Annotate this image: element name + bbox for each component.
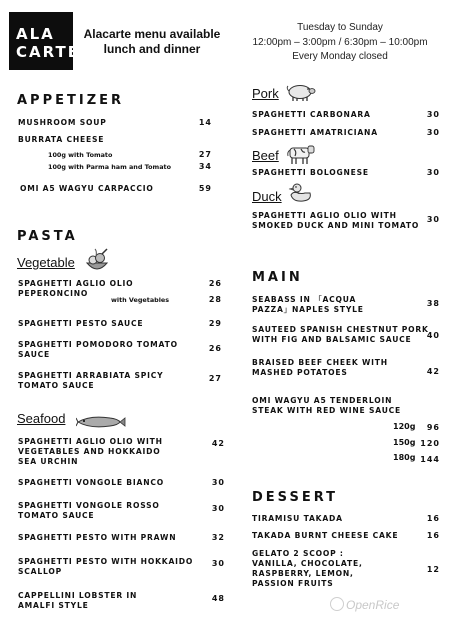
menu-item-variant: with Vegetables	[111, 296, 170, 304]
menu-item-price: 48	[211, 594, 225, 603]
pork-subtitle: Pork	[252, 86, 279, 101]
menu-item-name: SAUTEED SPANISH CHESTNUT PORK WITH FIG AND BALSAMIC SAUCE	[252, 325, 429, 344]
weight-price: 120	[420, 439, 440, 448]
appetizer-title: APPETIZER	[17, 93, 125, 108]
weight-price: 144	[420, 455, 440, 464]
duck-icon	[288, 182, 314, 204]
menu-item-price: 30	[426, 128, 440, 137]
main-title: MAIN	[252, 270, 303, 285]
menu-item-price: 30	[211, 478, 225, 487]
menu-item-name: SPAGHETTI VONGOLE ROSSO TOMATO SAUCE	[18, 501, 160, 520]
menu-item-name: SPAGHETTI PESTO WITH HOKKAIDO SCALLOP	[18, 557, 194, 576]
weight-price: 96	[426, 423, 440, 432]
menu-item-variant: 100g with Parma ham and Tomato	[48, 163, 171, 171]
menu-item-name: SPAGHETTI ARRABIATA SPICY TOMATO SAUCE	[18, 371, 164, 390]
menu-item-price: 14	[198, 118, 212, 127]
closed-day: Every Monday closed	[292, 51, 388, 62]
weight-option: 150g	[393, 438, 416, 447]
menu-item-name: SPAGHETTI AGLIO OLIO WITH VEGETABLES AND HOKKAIDO SEA URCHIN	[18, 437, 163, 466]
menu-item-name: SPAGHETTI AMATRICIANA	[252, 128, 378, 137]
menu-item-name: SPAGHETTI BOLOGNESE	[252, 168, 369, 177]
menu-item-price: 28	[208, 295, 222, 304]
seafood-subtitle: Seafood	[17, 411, 66, 426]
menu-item-name: TAKADA BURNT CHEESE CAKE	[252, 531, 399, 540]
menu-item-price: 29	[208, 319, 222, 328]
menu-item-price: 42	[426, 367, 440, 376]
duck-subtitle: Duck	[252, 189, 282, 204]
menu-item-name: SPAGHETTI CARBONARA	[252, 110, 371, 119]
tagline	[82, 27, 222, 57]
tagline-line-2: lunch and dinner	[103, 42, 201, 56]
menu-item-price: 26	[208, 279, 222, 288]
opening-times: 12:00pm – 3:00pm / 6:30pm – 10:00pm	[252, 36, 428, 48]
pasta-title: PASTA	[17, 229, 78, 244]
menu-item-name: SPAGHETTI AGLIO OLIO PEPERONCINO	[18, 279, 134, 298]
menu-item-name: MUSHROOM SOUP	[18, 118, 107, 127]
pig-icon	[286, 82, 316, 102]
menu-item-name: OMI A5 WAGYU CARPACCIO	[20, 184, 154, 193]
menu-item-price: 27	[198, 150, 212, 159]
menu-item-price: 38	[426, 299, 440, 308]
menu-item-price: 34	[198, 162, 212, 171]
menu-item-name: OMI WAGYU A5 TENDERLOIN STEAK WITH RED WINE SAUCE	[252, 396, 402, 415]
menu-item-name: SPAGHETTI PESTO WITH PRAWN	[18, 533, 177, 542]
cow-icon	[286, 143, 316, 165]
dessert-title: DESSERT	[252, 490, 338, 505]
beef-subtitle: Beef	[252, 148, 279, 163]
logo-line-2: CARTE	[16, 43, 80, 61]
menu-item-name: SPAGHETTI POMODORO TOMATO SAUCE	[18, 340, 178, 359]
menu-item-price: 27	[208, 374, 222, 383]
menu-item-price: 30	[211, 559, 225, 568]
menu-item-name: BURRATA CHEESE	[18, 135, 105, 144]
opening-days: Tuesday to Sunday	[297, 22, 383, 33]
menu-item-price: 42	[211, 439, 225, 448]
menu-item-price: 32	[211, 533, 225, 542]
logo-block	[9, 12, 80, 70]
vegetable-basket-icon	[84, 248, 110, 274]
openrice-watermark: OpenRice	[346, 598, 400, 612]
logo-line-1: ALA	[16, 25, 55, 43]
menu-item-price: 40	[426, 331, 440, 340]
menu-item-name: GELATO 2 SCOOP : VANILLA, CHOCOLATE, RASPBERRY, LEMON, PASSION FRUITS	[252, 549, 363, 588]
menu-item-price: 30	[426, 168, 440, 177]
weight-option: 180g	[393, 453, 416, 462]
menu-item-name: BRAISED BEEF CHEEK WITH MASHED POTATOES	[252, 358, 388, 377]
tagline-line-1: Alacarte menu available	[83, 27, 221, 41]
menu-item-variant: 100g with Tomato	[48, 151, 113, 159]
menu-item-price: 16	[426, 531, 440, 540]
vegetable-subtitle: Vegetable	[17, 255, 75, 270]
menu-item-price: 16	[426, 514, 440, 523]
menu-item-price: 30	[426, 110, 440, 119]
fish-icon	[76, 415, 126, 429]
weight-option: 120g	[393, 422, 416, 431]
opening-hours	[250, 21, 430, 65]
menu-item-price: 30	[426, 215, 440, 224]
menu-item-name: SEABASS IN 「ACQUA PAZZA」NAPLES STYLE	[252, 295, 364, 314]
menu-item-name: SPAGHETTI VONGOLE BIANCO	[18, 478, 164, 487]
menu-item-name: SPAGHETTI PESTO SAUCE	[18, 319, 144, 328]
menu-item-name: SPAGHETTI AGLIO OLIO WITH SMOKED DUCK AND MINI TOMATO	[252, 211, 420, 230]
openrice-watermark-icon	[330, 597, 344, 611]
menu-item-price: 12	[426, 565, 440, 574]
menu-item-price: 59	[198, 184, 212, 193]
menu-item-price: 26	[208, 344, 222, 353]
menu-item-price: 30	[211, 504, 225, 513]
menu-item-name: CAPPELLINI LOBSTER IN AMALFI STYLE	[18, 591, 138, 610]
menu-item-name: TIRAMISU TAKADA	[252, 514, 343, 523]
